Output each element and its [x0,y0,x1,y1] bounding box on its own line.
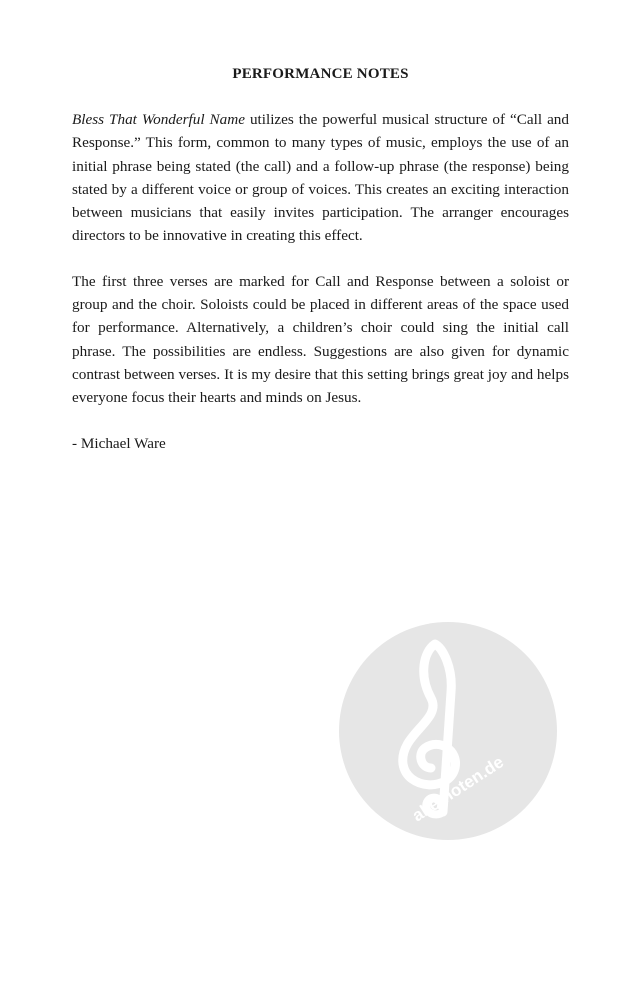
paragraph-intro-text: utilizes the powerful musical structure of “Call and Response.” This form, common to many types of music, employs the use of an initial phrase being stated (the call) and a follow-up phrase (the response) being stated by a different voice or group of voices. This creates an exciting interaction between musicians that easily invites participation. The arranger encourages directors to be innovative in creating this effect. [72,111,569,245]
author-signature: - Michael Ware [72,434,166,452]
paragraph-verses: The first three verses are marked for Call and Response between a soloist or group and the choir. Soloists could be placed in different areas of the space used for performance. Alternatively, a children’s choir could sing the initial call phrase. The possibilities are endless. Suggestions are also given for dynamic contrast between verses. It is my desire that this setting brings great joy and helps everyone focus their hearts and minds on Jesus. [72,272,569,407]
watermark-text: alle-noten.de [408,752,508,826]
document-page [72,64,569,455]
watermark [339,622,557,840]
page-title: PERFORMANCE NOTES [232,66,409,82]
song-title: Bless That Wonderful Name [72,111,245,128]
paragraph-intro [72,108,569,248]
